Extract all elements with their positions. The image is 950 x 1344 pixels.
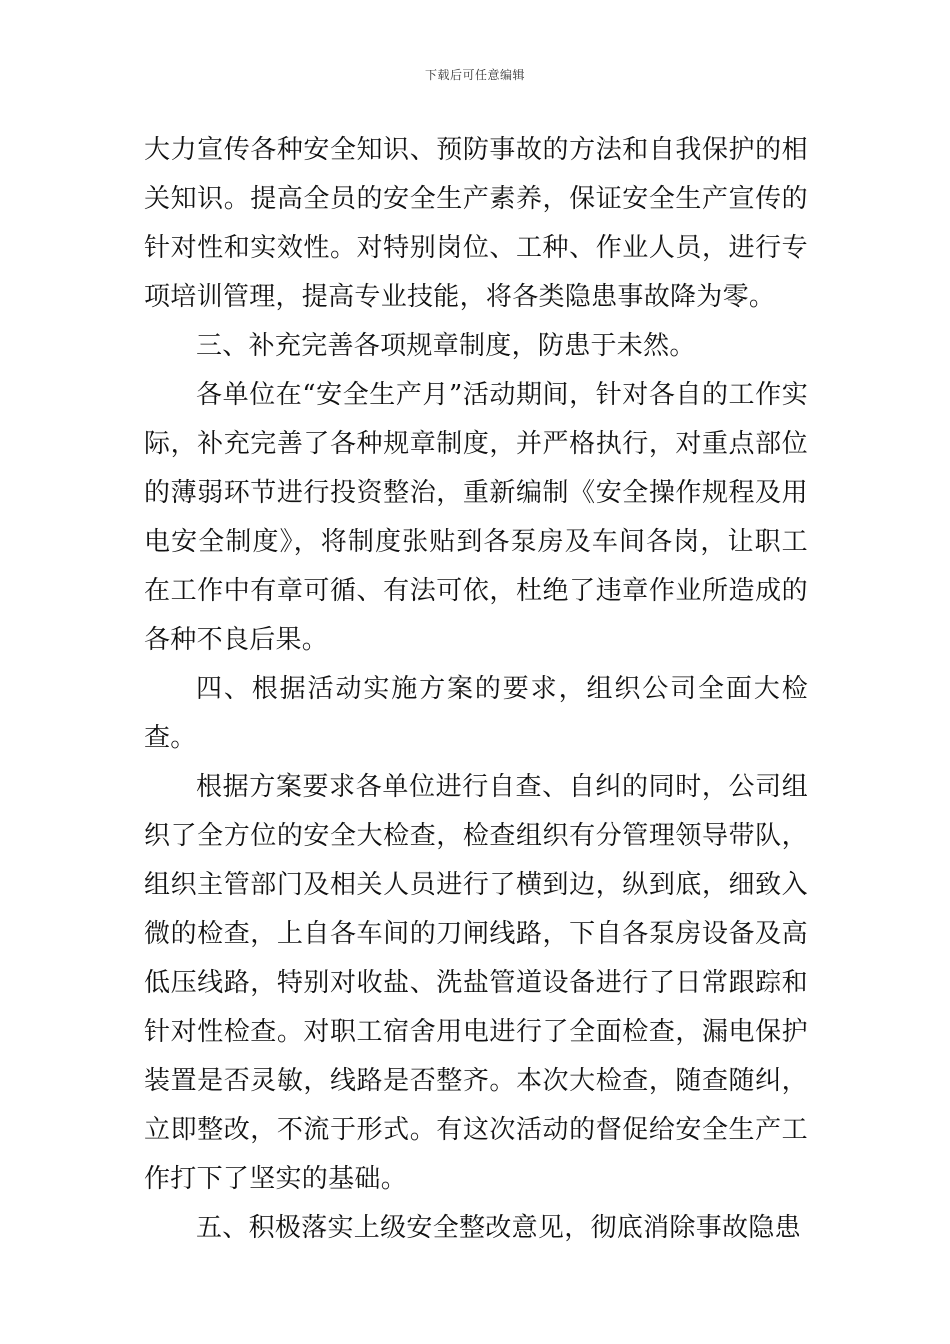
paragraph-3: 根据方案要求各单位进行自查、自纠的同时，公司组织了全方位的安全大检查，检查组织有分管理领导带队，组织主管部门及相关人员进行了横到边，纵到底，细致入微的检查，上自各车间的刀闸线路，下自各泵房设备及高低压线路，特别对收盐、洗盐管道设备进行了日常跟踪和针对性检查。对职工宿舍用电进行了全面检查，漏电保护装置是否灵敏，线路是否整齐。本次大检查，随查随纠，立即整改，不流于形式。有这次活动的督促给安全生产工作打下了坚实的基础。 [144, 772, 808, 1194]
document-body [144, 126, 808, 1253]
section-heading-3: 三、补充完善各项规章制度，防患于未然。 [196, 331, 696, 361]
paragraph-2: 各单位在“安全生产月”活动期间，针对各自的工作实际，补充完善了各种规章制度，并严格执行，对重点部位的薄弱环节进行投资整治，重新编制《安全操作规程及用电安全制度》，将制度张贴到各泵房及车间各岗，让职工在工作中有章可循、有法可依，杜绝了违章作业所造成的各种不良后果。 [144, 380, 808, 655]
header-note: 下载后可任意编辑 [424, 68, 525, 82]
section-heading-5: 五、积极落实上级安全整改意见，彻底消除事故隐患 [196, 1213, 801, 1243]
section-heading-4: 四、根据活动实施方案的要求，组织公司全面大检查。 [144, 674, 808, 753]
paragraph-1: 大力宣传各种安全知识、预防事故的方法和自我保护的相关知识。提高全员的安全生产素养，保证安全生产宣传的针对性和实效性。对特别岗位、工种、作业人员，进行专项培训管理，提高专业技能，将各类隐患事故降为零。 [144, 135, 808, 312]
